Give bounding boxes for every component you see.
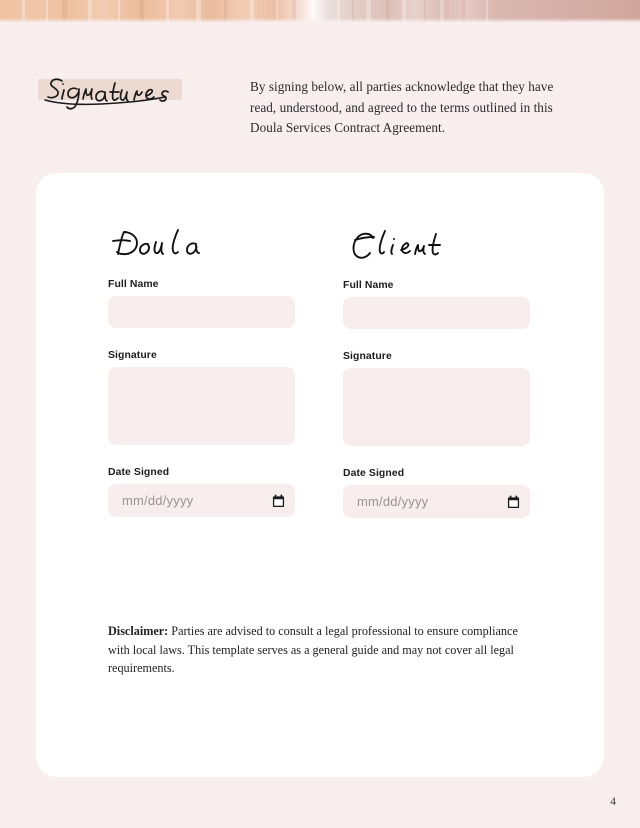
signatures-title-group (28, 68, 228, 118)
label-full-name-doula: Full Name (108, 279, 159, 290)
column-heading-client (343, 222, 473, 266)
label-date-signed-doula: Date Signed (108, 467, 170, 478)
signature-pad-doula[interactable] (108, 367, 295, 445)
disclaimer-lead: Disclaimer: (108, 624, 169, 639)
intro-paragraph: By signing below, all parties acknowledge that they have read, understood, and agreed to the terms outlined in this Doula Services Contract Agreement. (250, 79, 554, 136)
input-date-signed-doula[interactable] (108, 484, 295, 517)
decorative-top-banner (0, 0, 640, 22)
calendar-icon[interactable] (272, 494, 285, 508)
date-placeholder-client: mm/dd/yyyy (357, 494, 429, 509)
calendar-icon[interactable] (507, 495, 520, 509)
signature-pad-client[interactable] (343, 368, 530, 446)
page-header (0, 22, 640, 173)
signature-card (36, 173, 604, 777)
signature-columns (36, 173, 604, 777)
date-placeholder-doula: mm/dd/yyyy (122, 493, 194, 508)
disclaimer-text (108, 622, 522, 678)
disclaimer-body: Parties are advised to consult a legal professional to ensure compliance with local laws. This template serves as a general guide and may not cover all legal requirements. (108, 624, 518, 676)
input-date-signed-client[interactable] (343, 485, 530, 518)
input-full-name-doula[interactable] (108, 296, 295, 328)
column-heading-doula (108, 222, 238, 266)
page-number: 4 (610, 796, 616, 808)
label-signature-doula: Signature (108, 350, 157, 361)
input-full-name-client[interactable] (343, 297, 530, 329)
label-signature-client: Signature (343, 351, 392, 362)
label-date-signed-client: Date Signed (343, 468, 405, 479)
label-full-name-client: Full Name (343, 280, 394, 291)
page-title (28, 68, 228, 118)
